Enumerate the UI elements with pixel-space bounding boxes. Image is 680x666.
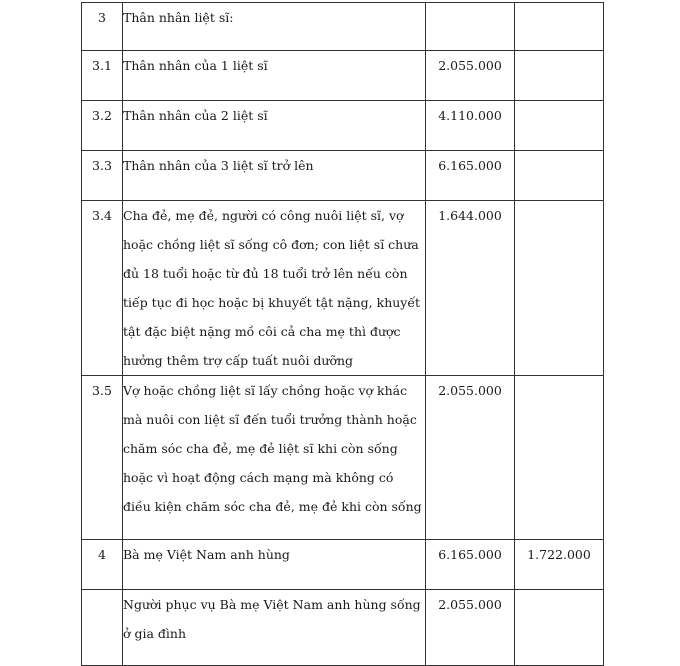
row-extra-amount bbox=[515, 151, 604, 201]
row-description: Vợ hoặc chồng liệt sĩ lấy chồng hoặc vợ khác mà nuôi con liệt sĩ đến tuổi trưởng thành hoặc chăm sóc cha đẻ, mẹ đẻ liệt sĩ khi còn sống hoặc vì hoạt động cách mạng mà không có điều kiện chăm sóc cha đẻ, mẹ đẻ khi còn sống bbox=[123, 376, 426, 540]
row-amount bbox=[426, 3, 515, 51]
row-extra-amount bbox=[515, 101, 604, 151]
table-row bbox=[82, 3, 604, 51]
row-amount: 4.110.000 bbox=[426, 101, 515, 151]
row-description: Thân nhân của 2 liệt sĩ bbox=[123, 101, 426, 151]
allowance-table bbox=[81, 2, 604, 666]
row-number: 3.5 bbox=[82, 376, 123, 540]
table-row bbox=[82, 101, 604, 151]
row-amount: 2.055.000 bbox=[426, 376, 515, 540]
row-description: Thân nhân của 3 liệt sĩ trở lên bbox=[123, 151, 426, 201]
row-amount: 2.055.000 bbox=[426, 51, 515, 101]
row-extra-amount bbox=[515, 376, 604, 540]
table-row bbox=[82, 540, 604, 590]
table-row bbox=[82, 590, 604, 666]
table-row bbox=[82, 51, 604, 101]
row-description: Cha đẻ, mẹ đẻ, người có công nuôi liệt sĩ, vợ hoặc chồng liệt sĩ sống cô đơn; con liệt sĩ chưa đủ 18 tuổi hoặc từ đủ 18 tuổi trở lên nếu còn tiếp tục đi học hoặc bị khuyết tật nặng, khuyết tật đặc biệt nặng mồ côi cả cha mẹ thì được hưởng thêm trợ cấp tuất nuôi dưỡng bbox=[123, 201, 426, 376]
row-amount: 6.165.000 bbox=[426, 540, 515, 590]
row-number: 3.3 bbox=[82, 151, 123, 201]
table-row bbox=[82, 201, 604, 376]
row-amount: 1.644.000 bbox=[426, 201, 515, 376]
row-description: Người phục vụ Bà mẹ Việt Nam anh hùng sống ở gia đình bbox=[123, 590, 426, 666]
row-description: Thân nhân liệt sĩ: bbox=[123, 3, 426, 51]
row-description: Thân nhân của 1 liệt sĩ bbox=[123, 51, 426, 101]
table-row bbox=[82, 376, 604, 540]
row-number: 4 bbox=[82, 540, 123, 590]
row-extra-amount: 1.722.000 bbox=[515, 540, 604, 590]
row-description: Bà mẹ Việt Nam anh hùng bbox=[123, 540, 426, 590]
table-row bbox=[82, 151, 604, 201]
row-amount: 6.165.000 bbox=[426, 151, 515, 201]
row-extra-amount bbox=[515, 590, 604, 666]
row-extra-amount bbox=[515, 51, 604, 101]
row-extra-amount bbox=[515, 201, 604, 376]
row-number: 3 bbox=[82, 3, 123, 51]
row-number: 3.2 bbox=[82, 101, 123, 151]
row-number: 3.1 bbox=[82, 51, 123, 101]
row-number: 3.4 bbox=[82, 201, 123, 376]
row-amount: 2.055.000 bbox=[426, 590, 515, 666]
row-number bbox=[82, 590, 123, 666]
row-extra-amount bbox=[515, 3, 604, 51]
